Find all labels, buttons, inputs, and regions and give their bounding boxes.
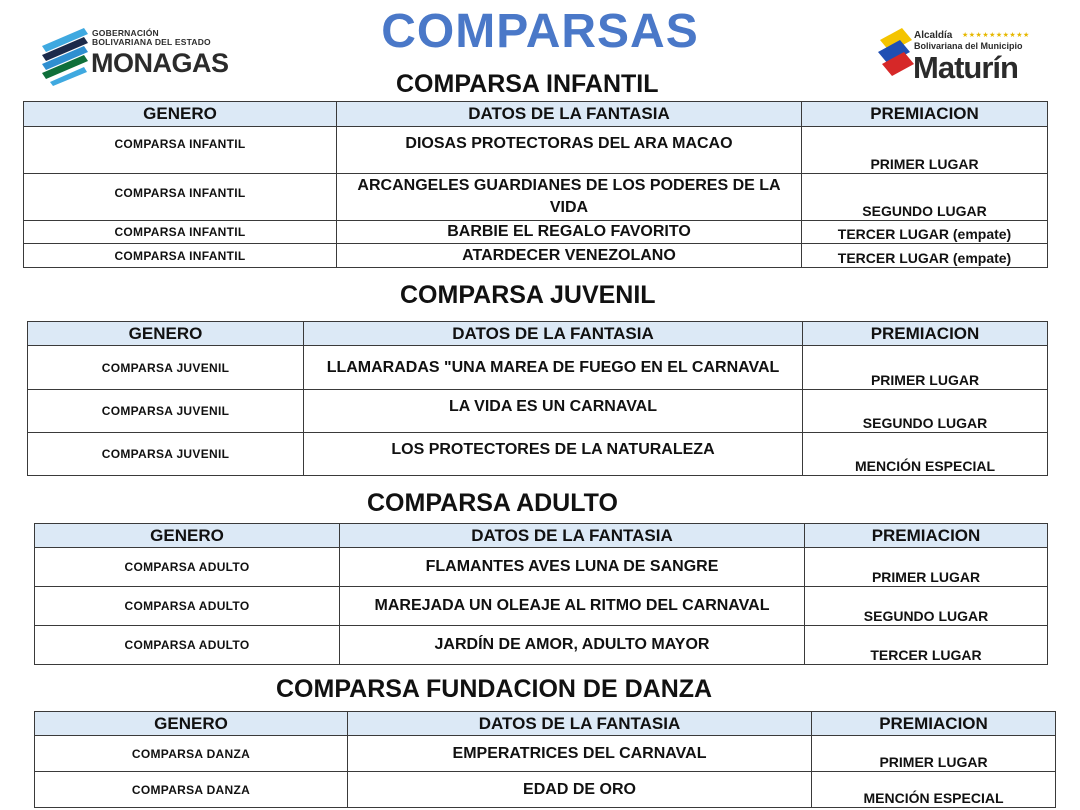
cell-datos: LOS PROTECTORES DE LA NATURALEZA	[304, 433, 803, 476]
cell-premiacion: TERCER LUGAR (empate)	[802, 244, 1048, 268]
flag-emblem-icon	[876, 26, 916, 82]
alcaldia-maturin-logo	[876, 22, 1046, 88]
cell-premiacion: MENCIÓN ESPECIAL	[812, 772, 1056, 808]
logo-right-line1: Alcaldía	[914, 30, 953, 41]
cell-genero: COMPARSA INFANTIL	[24, 174, 337, 221]
cell-datos: BARBIE EL REGALO FAVORITO	[337, 221, 802, 244]
section-title-infantil: COMPARSA INFANTIL	[396, 70, 659, 98]
table-row	[24, 244, 1048, 268]
cell-premiacion: PRIMER LUGAR	[805, 548, 1048, 587]
cell-datos: MAREJADA UN OLEAJE AL RITMO DEL CARNAVAL	[340, 587, 805, 626]
table-row	[24, 221, 1048, 244]
cell-datos: EDAD DE ORO	[348, 772, 812, 808]
header-genero: GENERO	[24, 102, 337, 127]
cell-genero: COMPARSA ADULTO	[35, 587, 340, 626]
cell-premiacion: PRIMER LUGAR	[803, 346, 1048, 390]
table-header-row	[35, 712, 1056, 736]
section-title-adulto: COMPARSA ADULTO	[367, 489, 618, 517]
table-header-row	[28, 322, 1048, 346]
table-row	[28, 433, 1048, 476]
table-row	[35, 772, 1056, 808]
cell-premiacion: TERCER LUGAR	[805, 626, 1048, 665]
table-header-row	[35, 524, 1048, 548]
cell-premiacion: SEGUNDO LUGAR	[803, 390, 1048, 433]
section-title-danza: COMPARSA FUNDACION DE DANZA	[276, 675, 713, 703]
cell-datos: DIOSAS PROTECTORAS DEL ARA MACAO	[337, 127, 802, 174]
table-infantil	[23, 101, 1048, 268]
header-datos: DATOS DE LA FANTASIA	[304, 322, 803, 346]
cell-genero: COMPARSA ADULTO	[35, 548, 340, 587]
cell-genero: COMPARSA JUVENIL	[28, 433, 304, 476]
logo-left-line2: BOLIVARIANA DEL ESTADO	[92, 37, 211, 47]
page-title: COMPARSAS	[381, 5, 699, 58]
cell-premiacion: MENCIÓN ESPECIAL	[803, 433, 1048, 476]
header-premiacion: PREMIACION	[802, 102, 1048, 127]
cell-genero: COMPARSA JUVENIL	[28, 346, 304, 390]
stars-decoration-icon: ★★★★★★★★★★	[962, 32, 1030, 39]
logo-left-line3: MONAGAS	[91, 48, 229, 78]
cell-datos: LLAMARADAS "UNA MAREA DE FUEGO EN EL CARNAVAL	[304, 346, 803, 390]
cell-datos: ATARDECER VENEZOLANO	[337, 244, 802, 268]
logo-left-line1: GOBERNACIÓN	[92, 28, 159, 38]
cell-genero: COMPARSA INFANTIL	[24, 127, 337, 174]
cell-premiacion: SEGUNDO LUGAR	[802, 174, 1048, 221]
cell-genero: COMPARSA INFANTIL	[24, 244, 337, 268]
cell-genero: COMPARSA DANZA	[35, 772, 348, 808]
header-datos: DATOS DE LA FANTASIA	[337, 102, 802, 127]
table-row	[35, 626, 1048, 665]
cell-datos: JARDÍN DE AMOR, ADULTO MAYOR	[340, 626, 805, 665]
cell-genero: COMPARSA INFANTIL	[24, 221, 337, 244]
table-row	[28, 346, 1048, 390]
table-row	[28, 390, 1048, 433]
table-row	[24, 174, 1048, 221]
cell-premiacion: PRIMER LUGAR	[812, 736, 1056, 772]
cell-datos: ARCANGELES GUARDIANES DE LOS PODERES DE LA VIDA	[337, 174, 802, 221]
cell-datos: FLAMANTES AVES LUNA DE SANGRE	[340, 548, 805, 587]
header-datos: DATOS DE LA FANTASIA	[340, 524, 805, 548]
header-premiacion: PREMIACION	[812, 712, 1056, 736]
header-premiacion: PREMIACION	[805, 524, 1048, 548]
logo-right-line3: Maturín	[913, 50, 1018, 85]
header-premiacion: PREMIACION	[803, 322, 1048, 346]
table-adulto	[34, 523, 1048, 665]
table-header-row	[24, 102, 1048, 127]
cell-genero: COMPARSA ADULTO	[35, 626, 340, 665]
table-danza	[34, 711, 1056, 808]
table-row	[35, 548, 1048, 587]
header-genero: GENERO	[35, 524, 340, 548]
table-row	[35, 736, 1056, 772]
header-genero: GENERO	[35, 712, 348, 736]
cell-genero: COMPARSA DANZA	[35, 736, 348, 772]
cell-datos: LA VIDA ES UN CARNAVAL	[304, 390, 803, 433]
cell-premiacion: SEGUNDO LUGAR	[805, 587, 1048, 626]
logo-right-line2: Bolivariana del Municipio	[914, 41, 1023, 51]
table-juvenil	[27, 321, 1048, 476]
header-datos: DATOS DE LA FANTASIA	[348, 712, 812, 736]
cell-premiacion: TERCER LUGAR (empate)	[802, 221, 1048, 244]
table-row	[24, 127, 1048, 174]
section-title-juvenil: COMPARSA JUVENIL	[400, 281, 656, 309]
cell-premiacion: PRIMER LUGAR	[802, 127, 1048, 174]
header-genero: GENERO	[28, 322, 304, 346]
cell-genero: COMPARSA JUVENIL	[28, 390, 304, 433]
cell-datos: EMPERATRICES DEL CARNAVAL	[348, 736, 812, 772]
table-row	[35, 587, 1048, 626]
